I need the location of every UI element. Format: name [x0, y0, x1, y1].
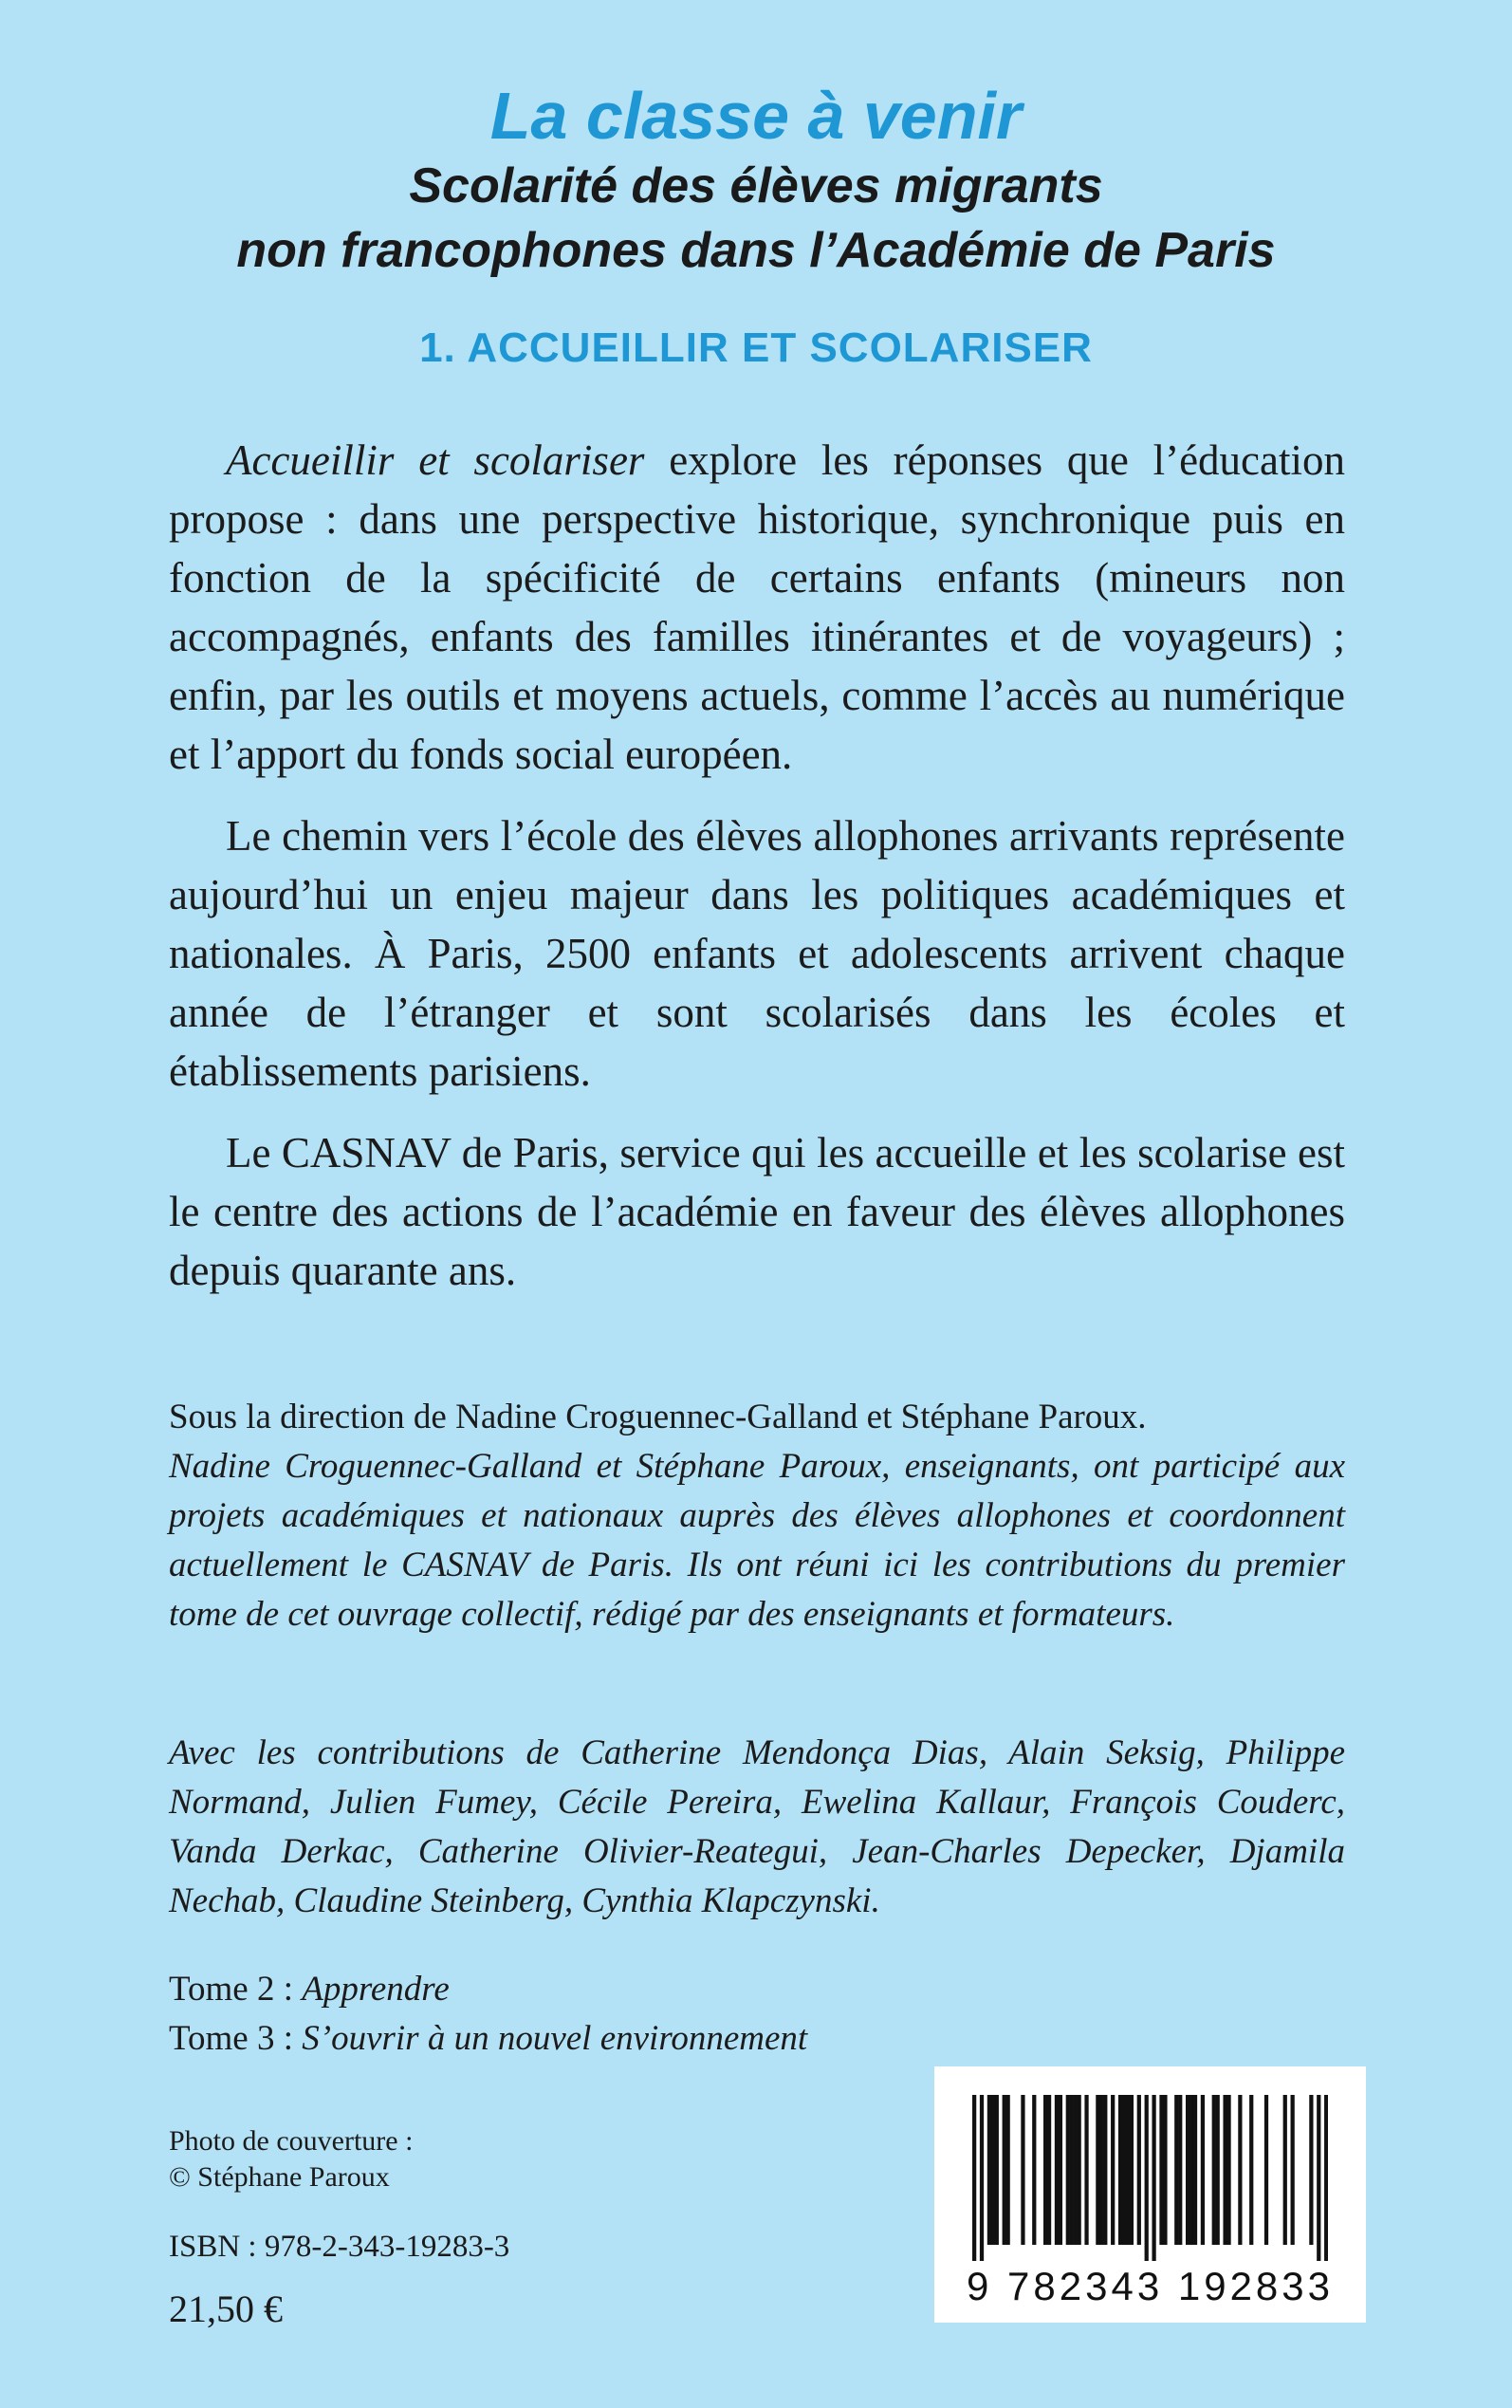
barcode-bar — [1096, 2095, 1099, 2245]
barcode-bar — [1186, 2095, 1189, 2245]
barcode-bar — [1189, 2095, 1193, 2245]
barcode-bar — [1130, 2095, 1134, 2245]
summary-paragraph-1-text: explore les réponses que l’éducation propose : dans une perspective historique, synchronique puis en fonction de la spécificité de certains enfants (mineurs non accompagnés, enfants des familles itinérantes et de voyageurs) ; enfin, par les outils et moyens actuels, comme l’accès au numérique et l’apport du fonds social européen. — [169, 436, 1346, 778]
summary-paragraph-3: Le CASNAV de Paris, service qui les accueille et les scolarise est le centre des actions de l’académie en faveur des élèves allophones depuis quarante ans. — [169, 1129, 1345, 1294]
subtitle-line-1: Scolarité des élèves migrants — [409, 158, 1103, 213]
barcode-bar — [1118, 2095, 1122, 2245]
barcode-bar — [1055, 2095, 1059, 2245]
barcode-bar — [1163, 2095, 1167, 2245]
barcode-bar — [1021, 2095, 1024, 2245]
barcode-bar — [1174, 2095, 1178, 2245]
contributors-list: Avec les contributions de Catherine Mendonça Dias, Alain Seksig, Philippe Normand, Julien Fumey, Cécile Pereira, Ewelina Kallaur, François Couderc, Vanda Derkac, Catherine Olivier-Reategui, Jean-Charles Depecker, Djamila Nechab, Claudine Steinberg, Cynthia Klapczynski. — [169, 1733, 1345, 1920]
barcode-bar — [1078, 2095, 1081, 2245]
barcode-bar — [1152, 2095, 1155, 2261]
barcode-bar — [1216, 2095, 1220, 2245]
photo-credit-label: Photo de couverture : — [169, 2125, 414, 2157]
subtitle-line-2: non francophones dans l’Académie de Paris — [236, 223, 1276, 278]
barcode-bar — [995, 2095, 999, 2245]
editors-bio: Nadine Croguennec-Galland et Stéphane Paroux, enseignants, ont participé aux projets académiques et nationaux auprès des élèves allophones et coordonnent actuellement le CASNAV de Paris. Ils ont réuni ici les contributions du premier tome de cet ouvrage collectif, rédigé par des enseignants et formateurs. — [169, 1447, 1345, 1634]
barcode-number: 9 782343 192833 — [967, 2264, 1334, 2308]
barcode-bar — [1238, 2095, 1242, 2245]
barcode-bar — [1324, 2095, 1328, 2261]
isbn: ISBN : 978-2-343-19283-3 — [169, 2230, 510, 2264]
tome-2 — [169, 1966, 450, 2013]
barcode-bar — [1283, 2095, 1287, 2245]
barcode-bar — [972, 2095, 976, 2261]
barcode-bars — [972, 2095, 1328, 2261]
barcode-bar — [1159, 2095, 1163, 2245]
photo-credit: © Stéphane Paroux — [169, 2161, 390, 2193]
barcode-bar — [1103, 2095, 1107, 2245]
barcode-bar — [1003, 2095, 1006, 2245]
barcode-bar — [1317, 2095, 1320, 2261]
barcode-bar — [1226, 2095, 1230, 2245]
book-title: La classe à venir — [489, 79, 1023, 153]
direction-line: Sous la direction de Nadine Croguennec-Galland et Stéphane Paroux. — [169, 1398, 1147, 1436]
barcode-bar — [1074, 2095, 1078, 2245]
tome-2-label: Tome 2 : — [169, 1970, 303, 2009]
tome-3-title: S’ouvrir à un nouvel environnement — [302, 2019, 808, 2058]
summary-paragraph-2: Le chemin vers l’école des élèves allophones arrivants représente aujourd’hui un enjeu majeur dans les politiques académiques et nationales. À Paris, 2500 enfants et adolescents arrivent chaque année de l’étranger et sont scolarisés dans les écoles et établissements parisiens. — [169, 812, 1345, 1095]
barcode-bar — [1212, 2095, 1216, 2245]
tome-2-title: Apprendre — [302, 1970, 450, 2009]
barcode-bar — [1066, 2095, 1070, 2245]
barcode-bar — [1309, 2095, 1313, 2245]
barcode-bar — [1145, 2095, 1149, 2261]
barcode-bar — [1032, 2095, 1036, 2245]
barcode-bar — [987, 2095, 991, 2245]
barcode-bar — [1122, 2095, 1126, 2245]
barcode-bar — [1084, 2095, 1088, 2245]
summary-italic-lead: Accueillir et scolariser — [226, 436, 645, 484]
barcode-bar — [1223, 2095, 1226, 2245]
barcode-bar — [1201, 2095, 1205, 2245]
barcode-bar — [1126, 2095, 1130, 2245]
tome-3-label: Tome 3 : — [169, 2019, 303, 2058]
barcode-bar — [1043, 2095, 1047, 2245]
summary-paragraph-1 — [169, 431, 1345, 784]
barcode-bar — [1059, 2095, 1062, 2245]
barcode-bar — [1193, 2095, 1197, 2245]
barcode-bar — [1111, 2095, 1115, 2245]
barcode-bar — [1249, 2095, 1253, 2245]
barcode-bar — [991, 2095, 995, 2245]
barcode-bar — [1099, 2095, 1103, 2245]
barcode-bar — [980, 2095, 984, 2261]
barcode-bar — [1137, 2095, 1141, 2245]
direction-block — [169, 1393, 1345, 1639]
barcode-bar — [1178, 2095, 1182, 2245]
price: 21,50 € — [169, 2288, 283, 2330]
barcode — [934, 2066, 1366, 2323]
photo-credit-block — [169, 2123, 413, 2195]
barcode-bar — [1264, 2095, 1268, 2245]
tome-3 — [169, 2015, 807, 2063]
volume-title: 1. ACCUEILLIR ET SCOLARISER — [419, 324, 1093, 371]
barcode-bar — [1006, 2095, 1010, 2245]
barcode-bar — [1070, 2095, 1074, 2245]
barcode-bar — [1291, 2095, 1295, 2245]
barcode-bar — [1047, 2095, 1051, 2245]
